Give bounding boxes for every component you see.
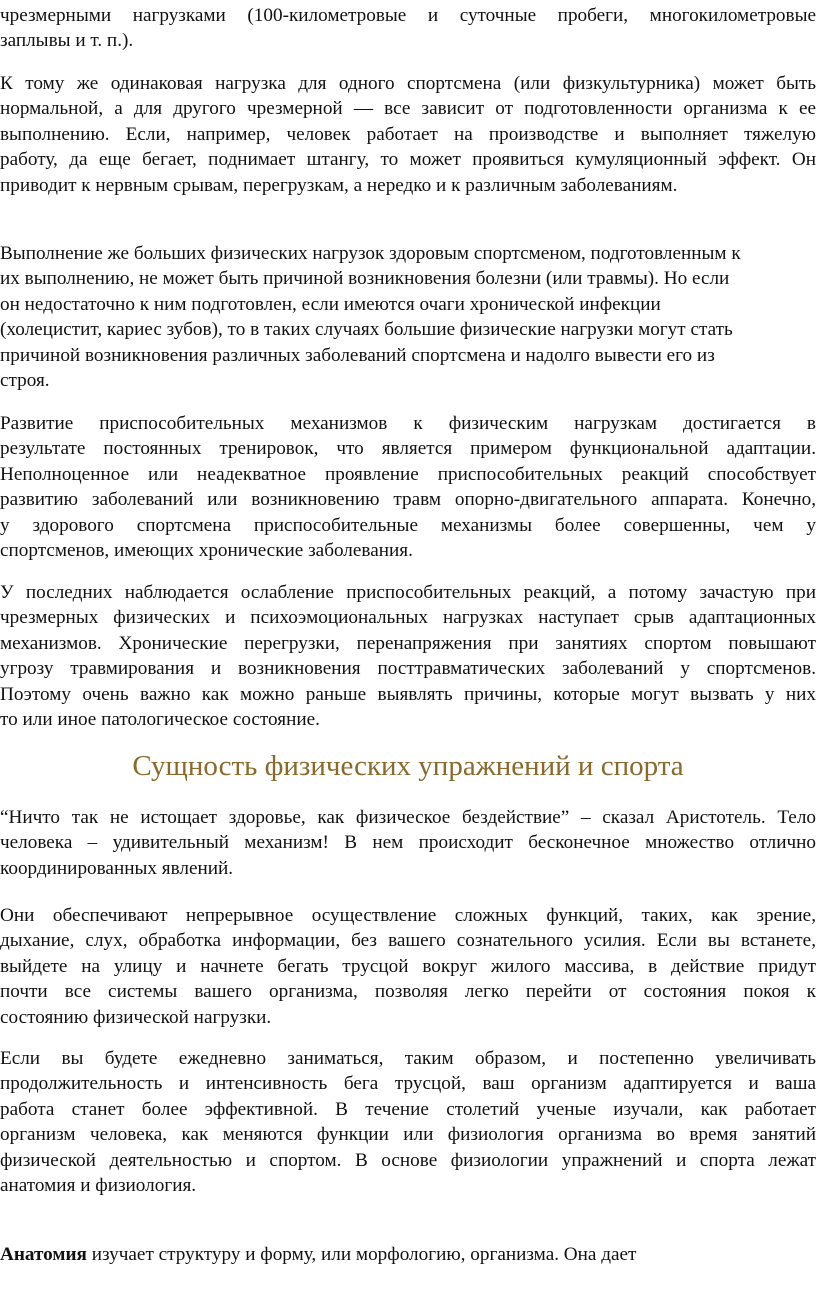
text-line: результате постоянных тренировок, что является примером функциональной адаптации. [0,438,816,460]
text-line: У последних наблюдается ослабление приспособительных реакций, а потому зачастую при [0,582,816,603]
text-line: Неполноценное или неадекватное проявление приспособительных реакций способствует [0,463,816,485]
text-line: Они обеспечивают непрерывное осуществление сложных функций, таких, как зрение, [0,905,816,926]
text-line: Если вы будете ежедневно заниматься, таким образом, и постепенно увеличивать [0,1048,816,1069]
paragraph-6 [0,805,816,881]
text-line: выйдете на улицу и начнете бегать трусцой вокруг жилого массива, в действие придут [0,955,816,977]
text-line: дыхание, слух, обработка информации, без вашего сознательного усилия. Если вы встанете, [0,930,816,952]
text-line: Поэтому очень важно как можно раньше выявлять причины, которые могут вызвать у них [0,683,816,705]
text-line: заплывы и т. п.). [0,30,134,52]
text-line: строя. [0,369,50,391]
text-line: работа станет более эффективной. В течение столетий ученые изучали, как работает [0,1098,816,1120]
paragraph-7 [0,903,816,1030]
text-line: “Ничто так не истощает здоровье, как физическое бездействие” – сказал Аристотель. Тело [0,807,816,828]
text-line: работу, да еще бегает, поднимает штангу, то может проявиться кумуляционный эффект. Он [0,149,816,171]
text-line: то или иное патологическое состояние. [0,708,320,730]
text-line: угрозу травмирования и возникновения посттравматических заболеваний у спортсменов. [0,658,816,680]
text-line: состоянию физической нагрузки. [0,1006,272,1028]
text-line: он недостаточно к ним подготовлен, если имеются очаги хронической инфекции [0,293,661,315]
text-line: причиной возникновения различных заболеваний спортсмена и надолго вывести его из [0,344,715,366]
text-line: чрезмерных физических и психоэмоциональных нагрузках наступает срыв адаптационных [0,607,816,629]
text-line: (холецистит, кариес зубов), то в таких случаях большие физические нагрузки могут стать [0,319,733,341]
text-line: их выполнению, не может быть причиной возникновения болезни (или травмы). Но если [0,268,730,290]
text-line: механизмов. Хронические перегрузки, перенапряжения при занятиях спортом повышают [0,632,816,654]
text-line: развитию заболеваний или возникновению травм опорно-двигательного аппарата. Конечно, [0,489,816,511]
paragraph-9 [0,1242,816,1267]
text-line: у здорового спортсмена приспособительные механизмы более совершенны, чем у [0,514,816,536]
paragraph-1 [0,3,816,54]
text-line: организм человека, как меняются функции или физиология организма во время занятий [0,1124,816,1146]
text-line: человека – удивительный механизм! В нем происходит бесконечное множество отлично [0,832,816,854]
text-line: приводит к нервным срывам, перегрузкам, а нередко и к различным заболеваниям. [0,174,678,196]
text-line: Развитие приспособительных механизмов к физическим нагрузкам достигается в [0,413,816,434]
text-line: чрезмерными нагрузками (100-километровые и суточные пробеги, многокилометровые [0,5,816,26]
text-line: выполнению. Если, например, человек работает на производстве и выполняет тяжелую [0,123,816,145]
section-heading: Сущность физических упражнений и спорта [132,750,684,782]
text-line: координированных явлений. [0,857,234,879]
paragraph-3 [0,241,816,393]
paragraph-4 [0,411,816,563]
text-line: К тому же одинаковая нагрузка для одного спортсмена (или физкультурника) может быть [0,73,816,94]
text-line: анатомия и физиология. [0,1174,197,1196]
text-line: физической деятельностью и спортом. В основе физиологии упражнений и спорта лежат [0,1149,816,1171]
bold-term: Анатомия [0,1244,87,1265]
paragraph-2 [0,71,816,198]
text-line: продолжительность и интенсивность бега трусцой, ваш организм адаптируется и ваша [0,1073,816,1095]
text-line: Выполнение же больших физических нагрузок здоровым спортсменом, подготовленным к [0,243,741,264]
text-line: почти все системы вашего организма, позволяя легко перейти от состояния покоя к [0,981,816,1003]
text-run: изучает структуру и форму, или морфологию, организма. Она дает [86,1244,637,1265]
text-line [0,1242,816,1267]
paragraph-8 [0,1046,816,1198]
paragraph-5 [0,580,816,732]
text-line: спортсменов, имеющих хронические заболевания. [0,539,413,561]
text-line: нормальной, а для другого чрезмерной — все зависит от подготовленности организма к ее [0,98,816,120]
